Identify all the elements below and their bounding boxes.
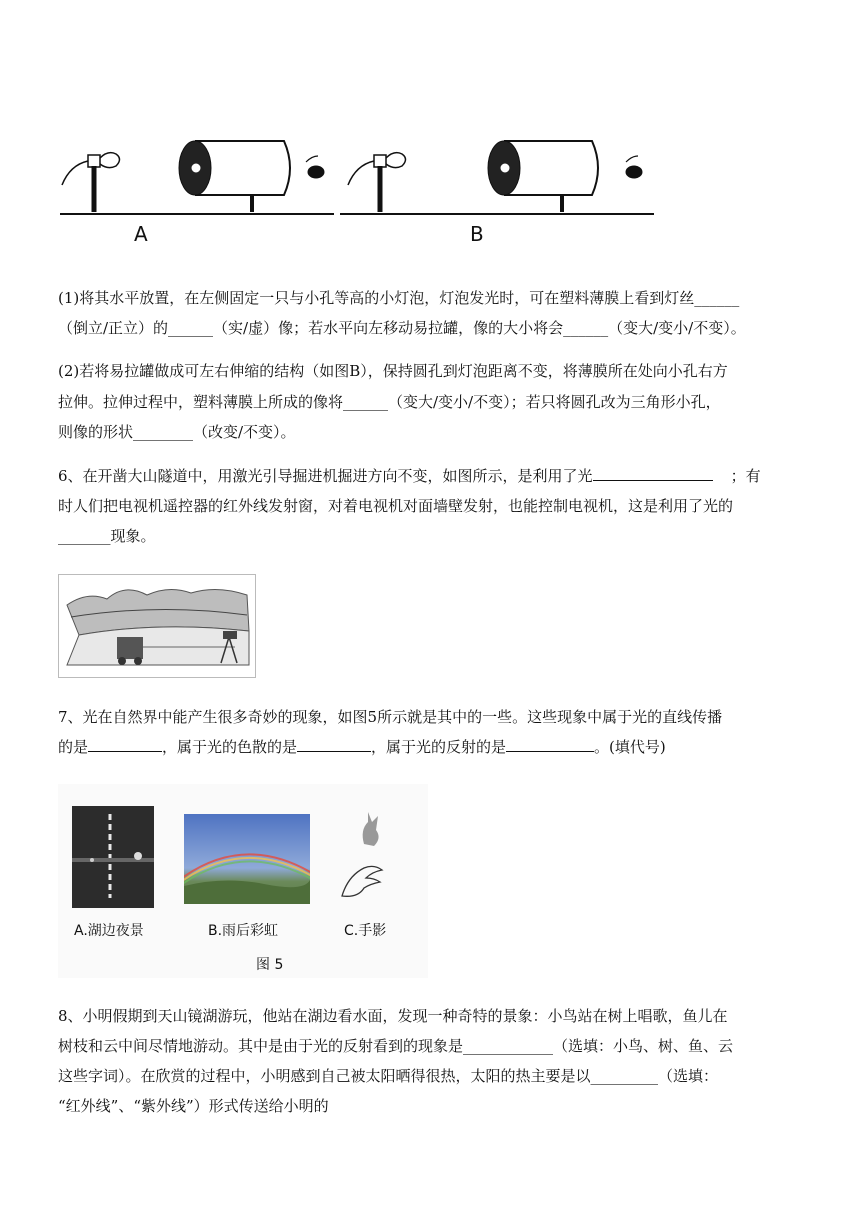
q8-line3: 这些字词）。在欣赏的过程中，小明感到自己被太阳晒得很热，太阳的热主要是以_________（选填： xyxy=(58,1067,719,1085)
q7-line2-c: ，属于光的反射的是 xyxy=(371,738,507,756)
q7-line2 xyxy=(58,737,666,757)
caption-c: C.手影 xyxy=(344,923,387,939)
diagram-b xyxy=(340,141,654,214)
caption-b: B.雨后彩虹 xyxy=(208,923,279,939)
q6-blank-1[interactable] xyxy=(593,466,713,481)
q7-blank-2[interactable] xyxy=(297,737,371,752)
diagram-a xyxy=(60,141,334,214)
photo-rainbow xyxy=(184,814,310,904)
q8-line1: 8、小明假期到天山镜湖游玩，他站在湖边看水面，发现一种奇特的景象：小鸟站在树上唱歌，鱼儿在 xyxy=(58,1007,728,1025)
q5-part1-line2: （倒立/正立）的______（实/虚）像；若水平向左移动易拉罐，像的大小将会______（变大/变小/不变）。 xyxy=(58,319,746,337)
figure-label-b: B xyxy=(470,222,484,246)
q5-part1-line1: (1)将其水平放置，在左侧固定一只与小孔等高的小灯泡，灯泡发光时，可在塑料薄膜上看到灯丝______ xyxy=(58,289,740,307)
q6-line2: 时人们把电视机遥控器的红外线发射窗，对着电视机对面墙壁发射，也能控制电视机，这是利用了光的 xyxy=(58,497,734,515)
figure-pinhole-ab xyxy=(58,108,654,260)
q6-line1-tail: ；有 xyxy=(730,467,761,485)
q5-part2-line1: (2)若将易拉罐做成可左右伸缩的结构（如图B），保持圆孔到灯泡距离不变，将薄膜所在处向小孔右方 xyxy=(58,362,728,380)
q6-line3: _______现象。 xyxy=(58,527,156,545)
q7-blank-3[interactable] xyxy=(506,737,594,752)
q7-line1: 7、光在自然界中能产生很多奇妙的现象，如图5所示就是其中的一些。这些现象中属于光的直线传播 xyxy=(58,708,723,726)
q8-line2: 树枝和云中间尽情地游动。其中是由于光的反射看到的现象是____________（选填：小鸟、树、鱼、云 xyxy=(58,1037,734,1055)
q7-line2-a: 的是 xyxy=(58,738,89,756)
photo-hand-shadow xyxy=(334,804,396,910)
photo-lake-night xyxy=(72,806,154,908)
figure-5-title: 图 5 xyxy=(256,957,284,973)
q7-line2-b: ，属于光的色散的是 xyxy=(162,738,298,756)
figure-5 xyxy=(58,784,428,978)
caption-a: A.湖边夜景 xyxy=(74,923,144,939)
q7-blank-1[interactable] xyxy=(88,737,162,752)
tunnel-figure xyxy=(58,574,256,678)
q8-line4: “红外线”、“紫外线”）形式传送给小明的 xyxy=(58,1097,329,1115)
q5-part2-line3: 则像的形状________（改变/不变）。 xyxy=(58,423,296,441)
q6-line1-text: 6、在开凿大山隧道中，用激光引导掘进机掘进方向不变，如图所示，是利用了光 xyxy=(58,467,593,485)
q6-line1 xyxy=(58,466,761,486)
q7-line2-d: 。(填代号) xyxy=(594,738,666,756)
q5-part2-line2: 拉伸。拉伸过程中，塑料薄膜上所成的像将______（变大/变小/不变）；若只将圆孔改为三角形小孔， xyxy=(58,393,721,411)
figure-label-a: A xyxy=(134,222,148,246)
